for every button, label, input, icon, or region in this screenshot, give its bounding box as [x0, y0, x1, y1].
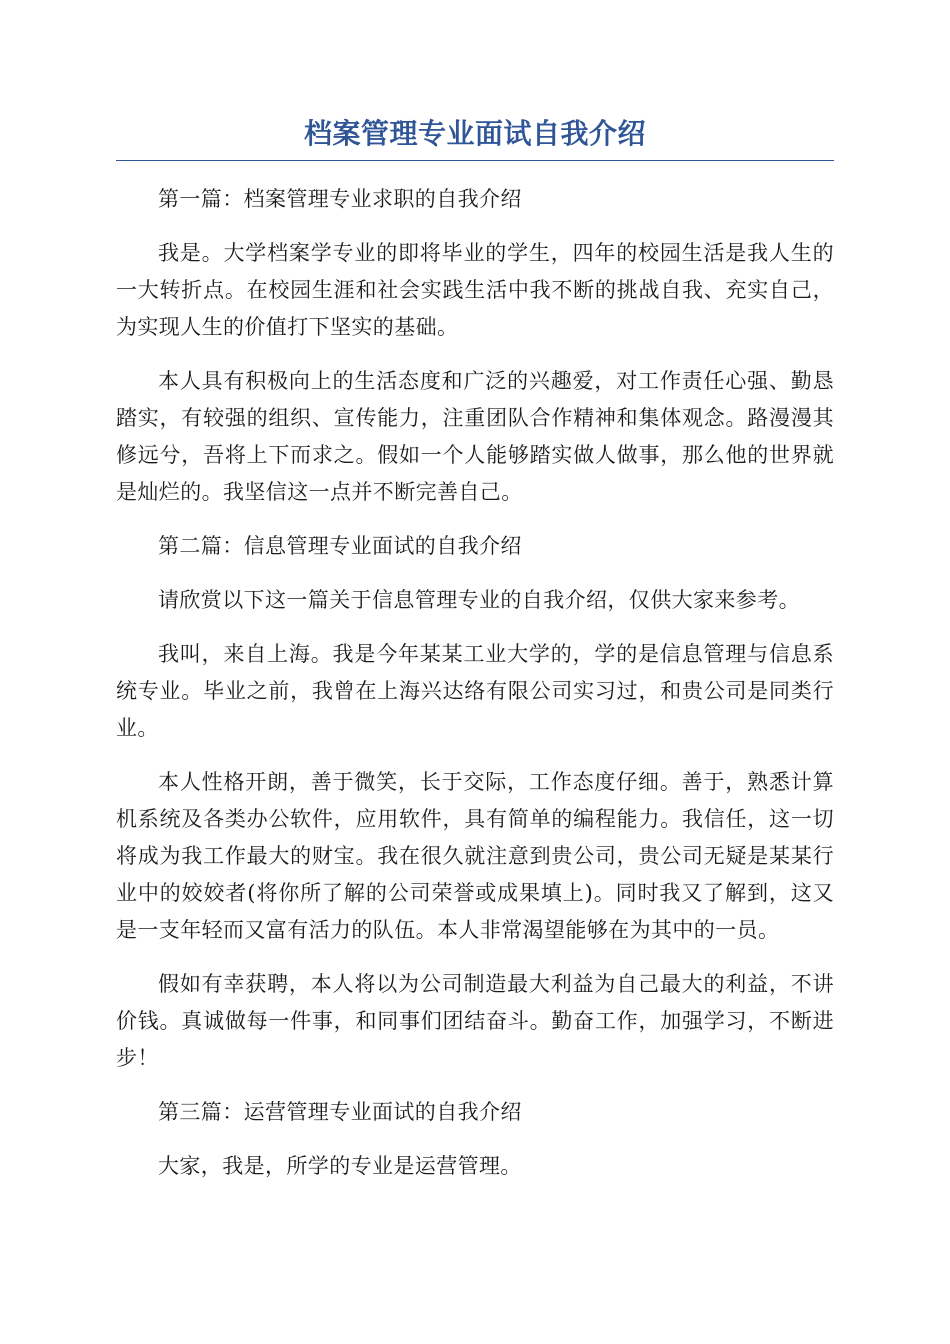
paragraph: 我是。大学档案学专业的即将毕业的学生，四年的校园生活是我人生的一大转折点。在校园生涯和社会实践生活中我不断的挑战自我、充实自己，为实现人生的价值打下坚实的基础。 [116, 241, 834, 339]
document-title: 档案管理专业面试自我介绍 [303, 117, 646, 150]
paragraph: 本人性格开朗，善于微笑，长于交际，工作态度仔细。善于，熟悉计算机系统及各类办公软件，应用软件，具有简单的编程能力。我信任，这一切将成为我工作最大的财宝。我在很久就注意到贵公司，贵公司无疑是某某行业中的姣姣者(将你所了解的公司荣誉或成果填上)。同时我又了解到，这又是一支年轻而又富有活力的队伍。本人非常渴望能够在为其中的一员。 [116, 770, 834, 942]
paragraph: 假如有幸获聘，本人将以为公司制造最大利益为自己最大的利益，不讲价钱。真诚做每一件事，和同事们团结奋斗。勤奋工作，加强学习，不断进步！ [116, 972, 834, 1070]
paragraph: 本人具有积极向上的生活态度和广泛的兴趣爱，对工作责任心强、勤恳踏实，有较强的组织、宣传能力，注重团队合作精神和集体观念。路漫漫其修远兮，吾将上下而求之。假如一个人能够踏实做人做事，那么他的世界就是灿烂的。我坚信这一点并不断完善自己。 [116, 369, 834, 504]
paragraph: 请欣赏以下这一篇关于信息管理专业的自我介绍，仅供大家来参考。 [158, 588, 800, 612]
section-heading-1: 第一篇：档案管理专业求职的自我介绍 [158, 187, 522, 211]
paragraph: 大家，我是，所学的专业是运营管理。 [158, 1154, 522, 1178]
paragraph: 我叫，来自上海。我是今年某某工业大学的，学的是信息管理与信息系统专业。毕业之前，我曾在上海兴达络有限公司实习过，和贵公司是同类行业。 [116, 642, 834, 740]
section-heading-3: 第三篇：运营管理专业面试的自我介绍 [158, 1100, 522, 1124]
title-underline [116, 160, 834, 161]
section-heading-2: 第二篇：信息管理专业面试的自我介绍 [158, 534, 522, 558]
document-page [116, 112, 834, 1202]
